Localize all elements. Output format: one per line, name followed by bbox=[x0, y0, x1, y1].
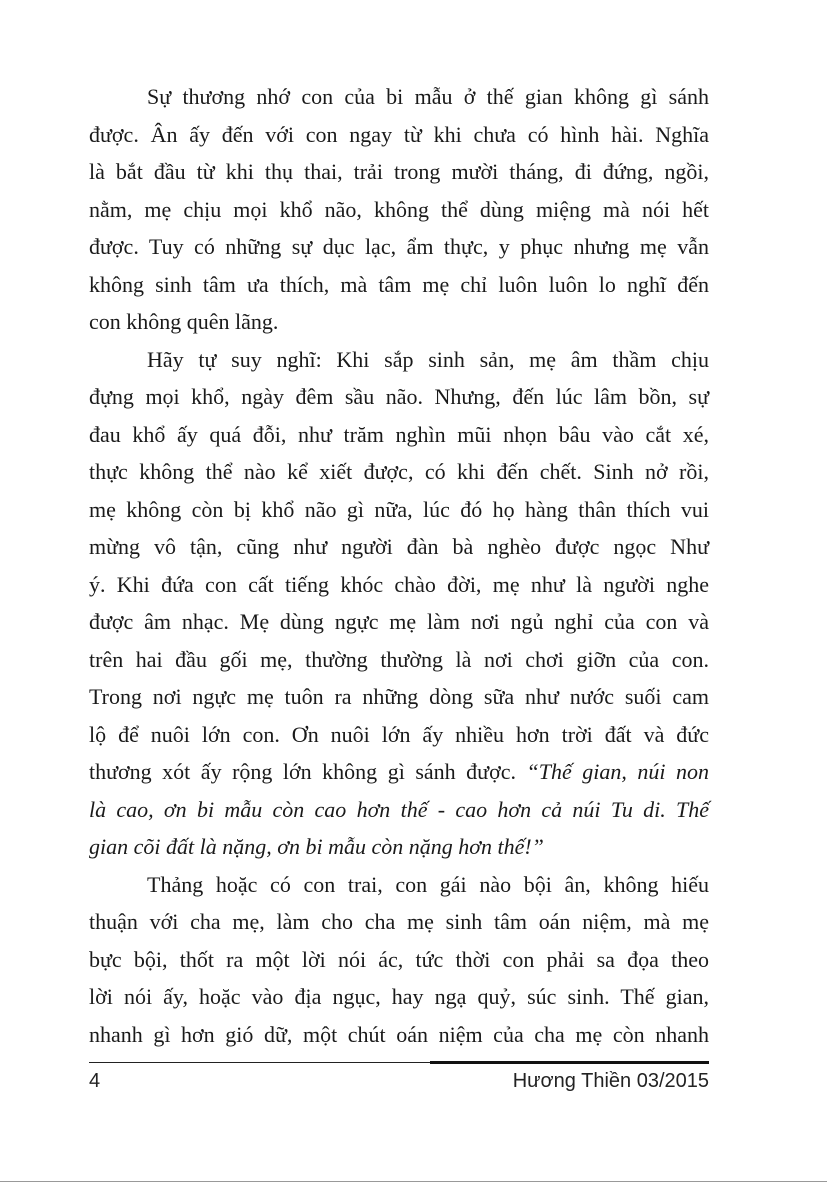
text-line: Hãy tự suy nghĩ: Khi sắp sinh sản, mẹ âm thầm chịu bbox=[147, 346, 709, 372]
text-line: được âm nhạc. Mẹ dùng ngực mẹ làm nơi ngủ nghỉ của con và bbox=[89, 609, 709, 634]
text-line: nhanh gì hơn gió dữ, một chút oán niệm của cha mẹ còn nhanh bbox=[89, 1021, 709, 1047]
publication-label: Hương Thiền 03/2015 bbox=[512, 1070, 709, 1092]
text-line-mixed bbox=[89, 753, 709, 791]
quote-line: gian cõi đất là nặng, ơn bi mẫu còn nặng hơn thế!” bbox=[89, 834, 544, 859]
text-line: không sinh tâm ưa thích, mà tâm mẹ chỉ luôn luôn lo nghĩ đến bbox=[89, 271, 709, 297]
text-line: được. Tuy có những sự dục lạc, ẩm thực, y phục nhưng mẹ vẫn bbox=[89, 234, 709, 259]
text-line: Sự thương nhớ con của bi mẫu ở thế gian không gì sánh bbox=[147, 84, 709, 109]
text-line: nằm, mẹ chịu mọi khổ não, không thể dùng miệng mà nói hết bbox=[89, 196, 709, 222]
text-line: trên hai đầu gối mẹ, thường thường là nơi chơi giỡn của con. bbox=[89, 646, 709, 672]
text-line: mẹ không còn bị khổ não gì nữa, lúc đó họ hàng thân thích vui bbox=[89, 496, 709, 522]
quote-segment-italic: “Thế gian, núi non bbox=[526, 759, 709, 784]
text-line: bực bội, thốt ra một lời nói ác, tức thời con phải sa đọa theo bbox=[89, 946, 709, 972]
page-body bbox=[89, 78, 709, 1053]
text-segment-plain: thương xót ấy rộng lớn không gì sánh được. bbox=[89, 759, 527, 784]
text-line: ý. Khi đứa con cất tiếng khóc chào đời, mẹ như là người nghe bbox=[89, 571, 709, 597]
text-line: đựng mọi khổ, ngày đêm sầu não. Nhưng, đến lúc lâm bồn, sự bbox=[89, 384, 709, 409]
page-number: 4 bbox=[89, 1070, 101, 1092]
page-footer bbox=[89, 1070, 709, 1100]
text-line: Thảng hoặc có con trai, con gái nào bội ân, không hiếu bbox=[147, 871, 709, 897]
quote-line: là cao, ơn bi mẫu còn cao hơn thế - cao hơn cả núi Tu di. Thế bbox=[89, 796, 709, 822]
text-line: thuận với cha mẹ, làm cho cha mẹ sinh tâm oán niệm, mà mẹ bbox=[89, 909, 709, 934]
text-line: lời nói ấy, hoặc vào địa ngục, hay ngạ quỷ, súc sinh. Thế gian, bbox=[89, 984, 709, 1009]
paragraph-2 bbox=[89, 341, 709, 866]
paragraph-3 bbox=[89, 866, 709, 1054]
paragraph-1 bbox=[89, 78, 709, 341]
text-line: Trong nơi ngực mẹ tuôn ra những dòng sữa như nước suối cam bbox=[89, 684, 709, 709]
text-line: là bắt đầu từ khi thụ thai, trải trong mười tháng, đi đứng, ngồi, bbox=[89, 159, 709, 184]
text-line: mừng vô tận, cũng như người đàn bà nghèo được ngọc Như bbox=[89, 534, 709, 559]
text-line: con không quên lãng. bbox=[89, 309, 279, 334]
footer-divider-accent bbox=[430, 1061, 709, 1064]
text-line: được. Ân ấy đến với con ngay từ khi chưa có hình hài. Nghĩa bbox=[89, 121, 709, 147]
text-line: đau khổ ấy quá đỗi, như trăm nghìn mũi nhọn bâu vào cắt xé, bbox=[89, 421, 709, 447]
text-line: thực không thể nào kể xiết được, có khi đến chết. Sinh nở rồi, bbox=[89, 459, 709, 484]
text-line: lộ để nuôi lớn con. Ơn nuôi lớn ấy nhiều hơn trời đất và đức bbox=[89, 721, 709, 747]
